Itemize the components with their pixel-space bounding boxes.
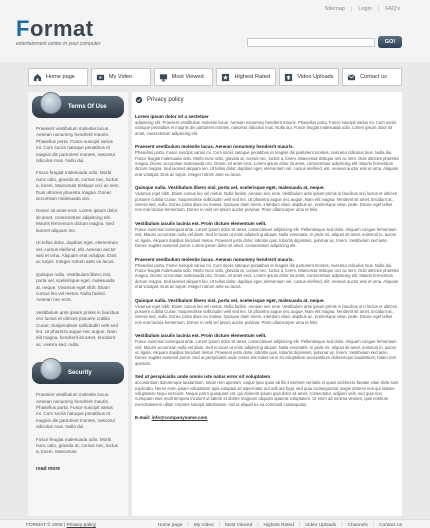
footer: [0, 519, 430, 528]
nav-label: My Video: [108, 74, 133, 80]
separator: |: [372, 523, 375, 528]
contact-icon: [347, 73, 356, 82]
policy-section: [135, 114, 399, 136]
footer-link-video-uploads[interactable]: Video Uploads: [305, 523, 337, 528]
copyright: [26, 523, 96, 528]
section-heading: Quisque nulla. Vestibulum libero nisl, porta vel, scelerisque eget, malesuada at, neque.: [135, 297, 325, 303]
section-text: Fusce euismod consequat ante. Lorem ipsum dolor sit amet, consectetuer adipiscing elit. Pellentesque sed dolor. Aliquam congue fermentum nisl. Mauris accumsan nulla vel diam. Sed in lacus ut enim adipiscing aliquet. Nulla venenatis. In pede mi, aliquet sit amet, euismod in, auctor ut, ligula. Aliquam dapibus tincidunt metus. Praesent justo dolor, lobortis quis, lobortis dignissim, pulvinar ac, lorem. Vestibulum sed ante. Donec sagittis euismod purus. Lorem ipsum dolor sit amet, consectetuer adipiscing elit.: [135, 226, 397, 249]
terms-title: Terms Of Use: [68, 104, 107, 110]
star-icon: [221, 73, 230, 82]
nav-label: Most Viewed: [171, 74, 204, 80]
terms-of-use-header: [32, 96, 124, 118]
email-line: [135, 415, 399, 420]
footer-links: [158, 523, 402, 528]
email-link[interactable]: info@companyname.com: [151, 415, 208, 421]
terms-paragraph: Fusce feugiat malesuada odio. Morbi nunc odio, gravida at, cursus nec, luctus a, lorem. Maecenas tristique orci ac sem. Duis ultricies pharetra magna. Donec accumsan malesuada orci.: [36, 170, 120, 202]
terms-text: [28, 122, 128, 358]
separator: |: [341, 523, 343, 528]
footer-link-home[interactable]: Home page: [157, 523, 183, 528]
privacy-policy-link[interactable]: Privacy policy: [66, 523, 96, 528]
nav-highest-rated[interactable]: [216, 68, 276, 86]
nav-video-uploads[interactable]: [279, 68, 339, 86]
policy-section: [135, 333, 399, 366]
logo-title-rest: ormat: [29, 16, 94, 41]
security-paragraph: Fusce feugiat malesuada odio. Morbi nunc odio, gravida at, cursus nec, luctus a, lorem. Maecenas.: [36, 436, 118, 455]
page-icon: [135, 96, 143, 104]
header: [0, 0, 430, 62]
logo-first-letter: F: [16, 16, 30, 41]
terms-paragraph: Ut tellus dolor, dapibus eget, elementum vel, cursus eleifend, elit. Aenean auctor wisi et urna. Aliquam erat volutpat. Duis ac turpis. Integer rutrum ante eu lacus.: [36, 240, 118, 265]
policy-section: [135, 144, 399, 177]
policy-section: [135, 298, 399, 326]
sidebar: [28, 92, 128, 516]
section-text: Phasellus porta. Fusce suscipit varius mi. Cum sociis natoque penatibus et magnis dis parturient montes, nascetur ridiculus mus. Nulla dui. Fusce feugiat malesuada odio. Morbi nunc odio, gravida at, cursus nec, luctus a, lorem. Maecenas tristique orci ac sem. Duis ultricies pharetra magna. Donec accumsan malesuada orci. Donec sit amet eros. Lorem ipsum dolor sit amet, consectetuer adipiscing elit. Mauris fermentum dictum magna. Sed laoreet aliquam leo. Ut tellus dolor, dapibus eget, elementum vel, cursus eleifend, elit. Aenean auctor wisi et urna. Aliquam erat volutpat. Duis ac turpis. Integer rutrum ante eu lacus.: [135, 262, 399, 290]
section-heading: Sed ut perspiciatis unde omnis iste natus error sit voluptatem: [135, 374, 271, 380]
policy-section: [135, 221, 399, 249]
sitemap-link[interactable]: Sitemap: [324, 6, 345, 12]
separator: |: [298, 523, 301, 528]
nav-label: Home page: [46, 74, 75, 80]
search-input[interactable]: [247, 38, 375, 47]
search-button[interactable]: GO!: [378, 36, 402, 48]
home-icon: [33, 73, 42, 82]
login-link[interactable]: Login: [358, 6, 372, 12]
security-header: [32, 362, 124, 384]
main-content: [132, 92, 402, 516]
video-icon: [96, 73, 105, 82]
email-label: E-mail:: [135, 415, 151, 421]
security-title: Security: [68, 370, 92, 377]
nav-home-page[interactable]: [28, 68, 88, 86]
nav-my-video[interactable]: [91, 68, 151, 86]
terms-paragraph: Vestibulum ante ipsum primis in faucibus orci luctus et ultrices posuere cubilia Curae; Suspendisse sollicitudin velit sed leo. Ut pharetra augue nec augue. Nam elit magna, hendrerit sit amet, tincidunt ac, viverra sed, nulla.: [36, 309, 119, 347]
policy-section: [135, 374, 399, 407]
section-heading: Lorem ipsum dolor sit a sectetuer: [135, 114, 209, 119]
logo-tagline: entertainment center in your computer: [16, 41, 101, 47]
terms-icon: [40, 92, 62, 114]
security-paragraph: Praesent vestibulum molestie lacus. Aenean nonummy hendrerit mauris. Phasellus porta. Fusce suscipit varius mi. Cum sociis natoque penatibus et magnis dis parturient montes, nascetur ridiculus mus. Nulla dui.: [36, 392, 116, 430]
read-more-link[interactable]: read more: [36, 465, 61, 472]
monitor-icon: [159, 73, 168, 82]
section-text: adipiscing elit. Praesent vestibulum molestie lacus. Aenean nonummy hendrerit mauris. Phasellus porta. Fusce suscipit varius mi. Cum sociis natoque penatibus et magnis dis parturient montes, nascetur ridiculus mus. Nulla dui. Fusce feugiat malesuada odio. Lorem ipsum dolor sit amet, consectetuer adipiscing elit.: [135, 120, 397, 136]
page-title: Privacy policy: [147, 97, 184, 103]
security-text: [28, 388, 128, 466]
separator: |: [257, 523, 259, 528]
footer-link-most-viewed[interactable]: Most Viewed: [224, 523, 253, 528]
content-header: [132, 92, 402, 108]
top-links: [325, 6, 400, 12]
security-icon: [40, 358, 62, 380]
terms-paragraph: Quisque nulla. Vestibulum libero nisl, porta vel, scelerisque eget, malesuada at, neque. Vivamus eget nibh. Etiam cursus leo vel metus. Nulla facilisi. Aenean nec eros.: [36, 271, 115, 303]
policy-section: [135, 185, 399, 213]
faq-link[interactable]: FAQ's: [385, 6, 400, 12]
section-text: Vivamus eget nibh. Etiam cursus leo vel metus. Nulla facilisi. Aenean nec eros. Vestibulum ante ipsum primis in faucibus orci luctus et ultrices posuere cubilia Curae; Suspendisse sollicitudin velit sed leo. Ut pharetra augue nec augue. Nam elit magna, hendrerit sit amet, tincidunt ac, viverra sed, nulla. Donec porta diam eu massa. Quisque diam lorem, interdum vitae, dapibus ac, scelerisque vitae, pede. Donec eget tellus non erat lacinia fermentum. Donec in velit vel ipsum auctor pulvinar. Proin ullamcorper urna et felis.: [135, 303, 397, 325]
nav-label: Video Uploads: [297, 74, 334, 80]
section-heading: Praesent vestibulum molestie lacus. Aenean nonummy hendrerit mauris.: [135, 256, 294, 262]
footer-link-highest-rated[interactable]: Highest Rated: [263, 523, 294, 528]
section-text: Phasellus porta. Fusce suscipit varius mi. Cum sociis natoque penatibus et magnis dis parturient montes, nascetur ridiculus mus. Nulla dui. Fusce feugiat malesuada odio. Morbi nunc odio, gravida at, cursus nec, luctus a, lorem. Maecenas tristique orci ac sem. Duis ultricies pharetra magna. Donec accumsan malesuada orci. Donec sit amet eros. Lorem ipsum dolor sit amet, consectetuer adipiscing elit. Mauris fermentum dictum magna. Sed laoreet aliquam leo. Ut tellus dolor, dapibus eget, elementum vel, cursus eleifend, elit. Aenean auctor wisi et urna. Aliquam erat volutpat. Duis ac turpis. Integer rutrum ante eu lacus.: [135, 150, 399, 177]
content-body: [132, 108, 402, 420]
terms-paragraph: Donec sit amet eros. Lorem ipsum dolor sit amet, consectetuer adipiscing elit. Mauris fermentum dictum magna. Sed laoreet aliquam leo.: [36, 208, 118, 233]
nav-label: Contact us: [360, 74, 387, 80]
section-heading: Praesent vestibulum molestie lacus. Aenean nonummy hendrerit mauris.: [135, 144, 294, 150]
logo[interactable]: [16, 18, 101, 47]
section-text: Vivamus eget nibh. Etiam cursus leo vel metus. Nulla facilisi. Aenean nec eros. Vestibulum ante ipsum primis in faucibus orci luctus et ultrices posuere cubilia Curae; Suspendisse sollicitudin velit sed leo. Ut pharetra augue nec augue. Nam elit magna, hendrerit sit amet, tincidunt ac, viverra sed, nulla. Donec porta diam eu massa. Quisque diam lorem, interdum vitae, dapibus ac, scelerisque vitae, pede. Donec eget tellus non erat lacinia fermentum. Donec in velit vel ipsum auctor pulvinar. Proin ullamcorper urna et felis.: [135, 191, 397, 213]
upload-icon: [284, 73, 293, 82]
separator: |: [187, 523, 189, 528]
separator: |: [64, 523, 66, 528]
separator: |: [218, 523, 220, 528]
section-text: accusantium doloremque laudantium, totam rem aperiam, eaque ipsa quae ab illo inventore veritatis et quasi architecto beatae vitae dicta sunt explicabo. Nemo enim ipsam voluptatem quia voluptas sit aspernatur aut odit aut fugit, sed quia consequuntur magni dolores eos qui ratione voluptatem sequi nesciunt. Neque porro quisquam est, qui dolorem ipsum quia dolor sit amet, consectetur, adipisci velit, sed quia non numquam eius modi tempora incidunt ut labore et dolore magnam aliquam quaerat voluptatem. Ut enim ad minima veniam, quis nostrum exercitationem ullam corporis suscipit laboriosam, nisi ut aliquid ex ea commodi consequatur.: [135, 380, 399, 407]
separator: |: [350, 6, 353, 12]
footer-link-my-video[interactable]: My Video: [193, 523, 214, 528]
footer-link-channels[interactable]: Channels: [347, 523, 368, 528]
logo-title: [16, 18, 101, 40]
main-nav: [28, 68, 402, 86]
nav-contact-us[interactable]: [342, 68, 402, 86]
terms-paragraph: Praesent vestibulum molestie lacus. Aenean nonummy hendrerit mauris. Phasellus porta. Fusce suscipit varius mi. Cum sociis natoque penatibus et magnis dis parturient montes, nascetur ridiculus mus. Nulla dui.: [36, 126, 116, 164]
separator: |: [377, 6, 380, 12]
section-heading: Vestibulum iaculis lacinia est. Proin dictum elementum velit.: [135, 333, 267, 339]
copyright-text: FORMAT © 2008: [26, 523, 63, 528]
section-heading: Vestibulum iaculis lacinia est. Proin dictum elementum velit.: [135, 220, 267, 226]
nav-most-viewed[interactable]: [154, 68, 214, 86]
footer-link-contact-us[interactable]: Contact us: [379, 523, 402, 528]
section-text: Fusce euismod consequat ante. Lorem ipsum dolor sit amet, consectetuer adipiscing elit. Pellentesque sed dolor. Aliquam congue fermentum nisl. Mauris accumsan nulla vel diam. Sed in lacus ut enim adipiscing aliquet. Nulla venenatis. In pede mi, aliquet sit amet, euismod in, auctor ut, ligula. Aliquam dapibus tincidunt metus. Praesent justo dolor, lobortis quis, lobortis dignissim, pulvinar ac, lorem. Vestibulum sed ante. Donec sagittis euismod purus. Sed ut perspiciatis unde omnis iste natus error sit voluptatem accusantium doloremque laudantium, totam rem aperiam.: [135, 339, 397, 366]
section-heading: Quisque nulla. Vestibulum libero nisl, porta vel, scelerisque eget, malesuada at, neque.: [135, 185, 325, 191]
nav-label: Highest Rated: [234, 74, 270, 80]
policy-section: [135, 257, 399, 290]
